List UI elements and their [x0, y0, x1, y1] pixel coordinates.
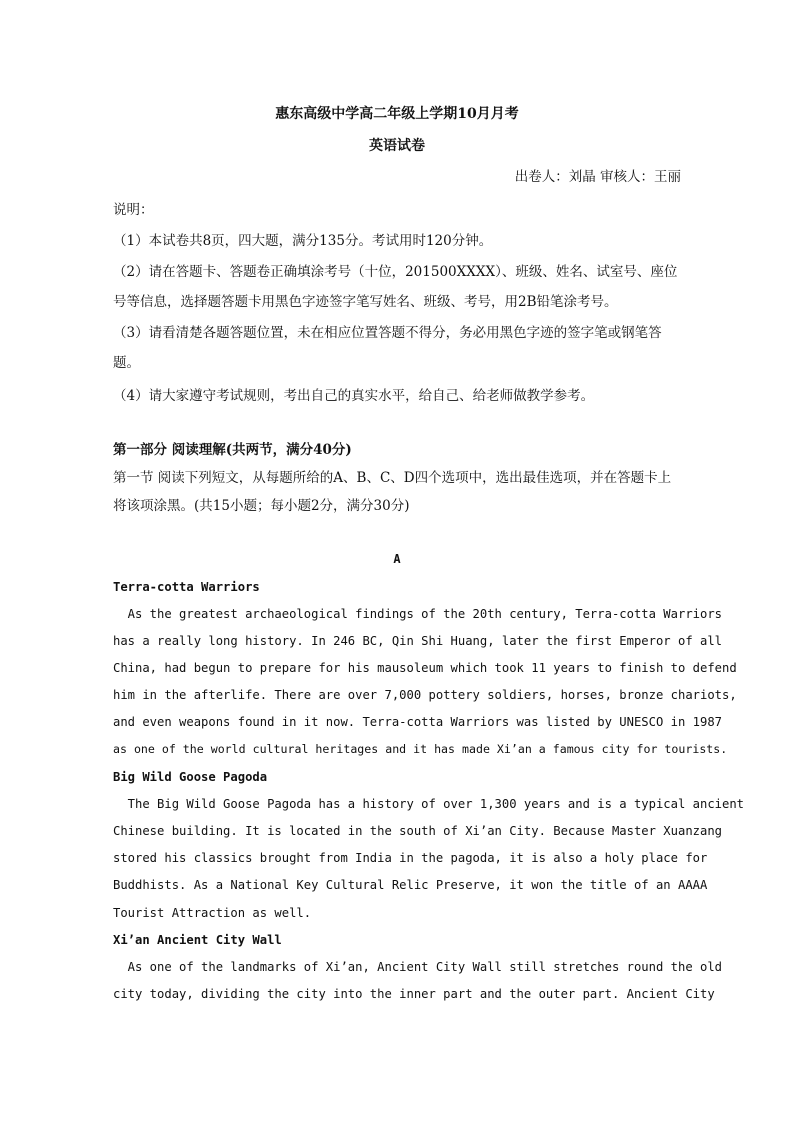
passage-line: As one of the landmarks of Xi’an, Ancient City Wall still stretches round the old — [113, 960, 723, 974]
passage-letter: A — [393, 552, 401, 566]
passage-line: stored his classics brought from India in the pagoda, it is also a holy place for — [113, 851, 708, 865]
exam-subtitle: 英语试卷 — [369, 138, 425, 154]
instructions-label: 说明： — [113, 202, 154, 218]
passage-line: city today, dividing the city into the inner part and the outer part. Ancient City — [113, 987, 715, 1001]
passage-line: has a really long history. In 246 BC, Qin Shi Huang, later the first Emperor of all — [113, 634, 723, 648]
instruction-line: 号等信息，选择题答题卡用黑色字迹签字笔写姓名、班级、考号，用2B铅笔涂考号。 — [113, 294, 618, 310]
passage-line: Chinese building. It is located in the south of Xi’an City. Because Master Xuanzang — [113, 824, 723, 838]
section1-instruction: 将该项涂黑。(共15小题；每小题2分，满分30分) — [113, 498, 410, 514]
section1-instruction: 第一节 阅读下列短文，从每题所给的A、B、C、D四个选项中，选出最佳选项，并在答题卡上 — [113, 470, 672, 486]
exam-title: 惠东高级中学高二年级上学期10月月考 — [275, 106, 519, 122]
passage-line: Buddhists. As a National Key Cultural Relic Preserve, it won the title of an AAAA — [113, 878, 708, 892]
instruction-line: （4）请大家遵守考试规则，考出自己的真实水平，给自己、给老师做教学参考。 — [113, 388, 595, 404]
passage-line: and even weapons found in it now. Terra-cotta Warriors was listed by UNESCO in 1987 — [113, 715, 723, 729]
passage-heading: Big Wild Goose Pagoda — [113, 770, 268, 784]
passage-line: China, had begun to prepare for his mausoleum which took 11 years to finish to defend — [113, 661, 737, 675]
instruction-line: （1）本试卷共8页，四大题，满分135分。考试用时120分钟。 — [113, 233, 493, 249]
instruction-line: 题。 — [113, 355, 140, 371]
passage-line: The Big Wild Goose Pagoda has a history of over 1,300 years and is a typical ancient — [113, 797, 745, 811]
instruction-line: （2）请在答题卡、答题卷正确填涂考号（十位，201500XXXX）、班级、姓名、试室号、座位 — [113, 264, 678, 280]
passage-line: as one of the world cultural heritages and it has made Xi’an a famous city for tourists. — [113, 742, 728, 756]
passage-line: him in the afterlife. There are over 7,000 pottery soldiers, horses, bronze chariots, — [113, 688, 737, 702]
part1-heading: 第一部分 阅读理解(共两节，满分40分) — [113, 442, 352, 458]
passage-heading: Terra-cotta Warriors — [113, 580, 260, 594]
instruction-line: （3）请看清楚各题答题位置，未在相应位置答题不得分，务必用黑色字迹的签字笔或钢笔答 — [113, 325, 662, 341]
passage-line: Tourist Attraction as well. — [113, 906, 312, 920]
authors-line: 出卷人：刘晶 审核人：王丽 — [514, 169, 681, 185]
passage-heading: Xi’an Ancient City Wall — [113, 933, 282, 947]
passage-line: As the greatest archaeological findings of the 20th century, Terra-cotta Warriors — [113, 607, 723, 621]
